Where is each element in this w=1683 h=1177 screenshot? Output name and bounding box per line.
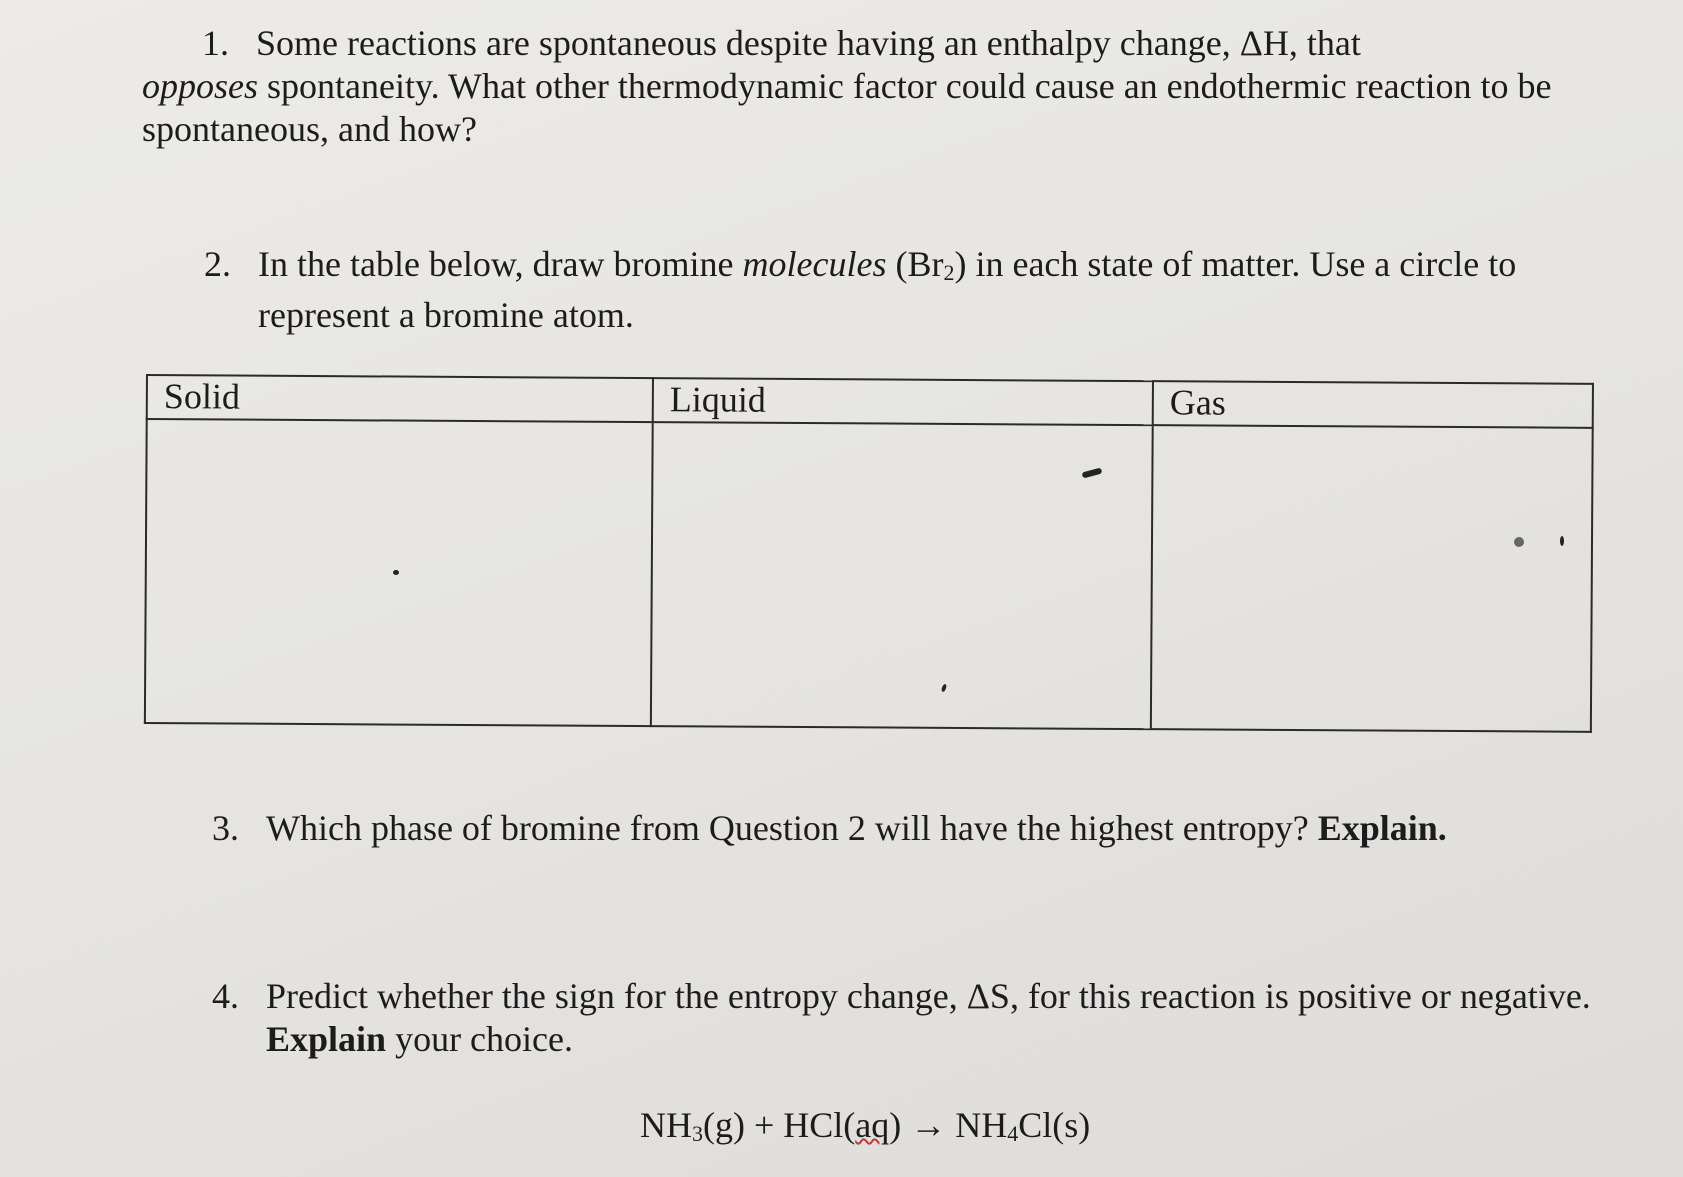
table-drawing-row — [145, 419, 1593, 732]
question-1-line-2: spontaneity. What other thermodynamic factor could cause an endothermic reaction to be spontaneous, and how? — [142, 66, 1552, 149]
question-2 — [204, 243, 1598, 337]
equation-nh3-subscript: 3 — [692, 1121, 703, 1146]
question-4-text-b: your choice. — [386, 1019, 573, 1059]
question-1-emphasis: opposes — [142, 66, 258, 106]
states-table — [144, 374, 1594, 729]
question-1-number: 1. — [202, 23, 229, 63]
question-4-number: 4. — [212, 976, 239, 1016]
question-3-text: Which phase of bromine from Question 2 will have the highest entropy? — [266, 808, 1318, 848]
equation-part-2: (g) + HCl( — [703, 1105, 856, 1145]
question-2-text-b: (Br — [886, 244, 944, 284]
question-2-number: 2. — [204, 244, 231, 284]
equation-nh4-subscript: 4 — [1007, 1121, 1019, 1146]
question-1 — [202, 22, 1596, 65]
header-liquid: Liquid — [653, 378, 1153, 425]
question-3-explain: Explain. — [1317, 808, 1447, 848]
equation-part-3: ) → NH — [889, 1105, 1008, 1145]
cell-liquid-drawing[interactable] — [651, 422, 1153, 729]
question-1-continuation — [142, 65, 1582, 151]
question-4 — [212, 975, 1606, 1061]
states-of-matter-table — [144, 374, 1594, 733]
paper-speck — [1560, 536, 1564, 546]
question-1-line-1: Some reactions are spontaneous despite having an enthalpy change, ΔH, that — [256, 23, 1361, 63]
equation-part-4: Cl(s) — [1018, 1105, 1091, 1145]
header-solid: Solid — [147, 375, 653, 422]
paper-speck — [393, 570, 399, 575]
question-4-text-a: Predict whether the sign for the entropy change, ΔS, for this reaction is positive or negative. — [266, 976, 1591, 1016]
cell-gas-drawing[interactable] — [1151, 425, 1593, 732]
paper-speck — [1514, 537, 1524, 547]
question-2-text-a: In the table below, draw bromine — [258, 244, 743, 284]
question-2-emphasis: molecules — [742, 244, 887, 284]
question-2-subscript: 2 — [943, 260, 955, 285]
reaction-equation — [640, 1104, 1090, 1155]
equation-aq: aq — [855, 1105, 890, 1145]
question-3 — [212, 807, 1606, 850]
question-3-number: 3. — [212, 808, 239, 848]
question-2-text-c: ) in each state of matter. Use a circle to represent a bromine atom. — [258, 244, 1517, 335]
header-gas: Gas — [1153, 381, 1593, 428]
question-4-explain: Explain — [266, 1019, 387, 1059]
equation-nh3: NH — [640, 1105, 692, 1145]
